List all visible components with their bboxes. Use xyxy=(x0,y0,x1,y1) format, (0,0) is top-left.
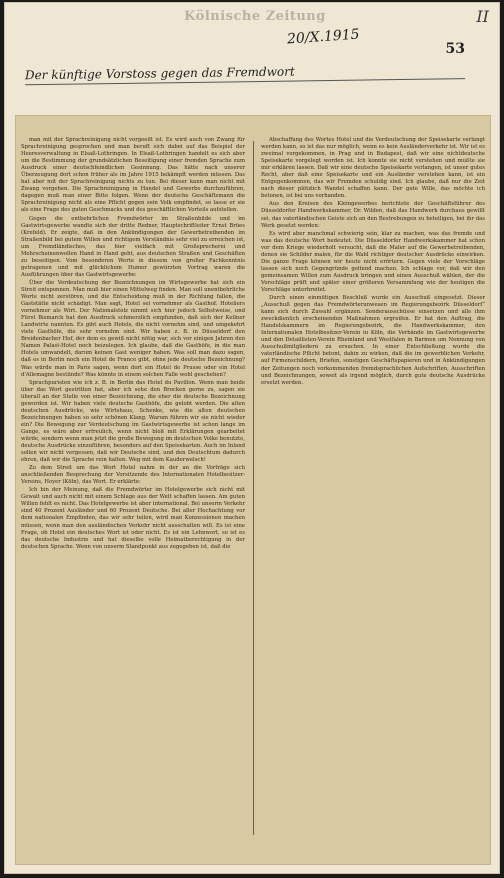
column-divider xyxy=(253,141,254,835)
newspaper-masthead: Kölnische Zeitung xyxy=(184,9,326,24)
article-paragraph: man mit der Sprachreinigung nicht vorgeeilt ist. Es wird auch von Zwang für Sprachreinigung gesprochen und man beruft sich dabei auf das Beispiel der Heeresverwaltung in Elsaß-Lothringen. In Elsaß-Lothringen handelt es sich aber um die Bestimmung der grundsätzlichen Beseitigung einer fremden Sprache zum Ausdruck einer deutschfeindlichen Gesinnung. Das hätte nach unserer Überzeugung dort schon früher als im Jahre 1915 bekämpft werden müssen. Das hat aber mit der Sprachreinigung nichts zu tun. Bei dieser kann man nicht mit Zwang vorgehen. Die Sprachreinigung in Handel und Gewerbe durchzuführen, dagegen muß man einer Bitte folgen. Wenn der deutsche Geschäftsmann die Sprachreinigung nicht als eine Pflicht gegen sein Volk empfindet, so lasse er sie als eine Frage des guten Geschmacks und des geschäftlichen Vorteils aufstellen. xyxy=(21,137,245,214)
archive-sheet xyxy=(4,2,500,874)
page-number: 53 xyxy=(445,41,465,57)
article-paragraph: Sprachpuristen wie ich z. B. in Berlin das Hotel du Pavillon. Wenn man beide über das Wort gestritten hat, aber ich sehe den Brocken gerne zu, sagen sie überall an der Stelle von einer Bezeichnung, die eher die deutsche Bezeichnung geworden ist. Wir haben viele deutsche Gasthöfe, die gelobt werden. Die alten deutschen Ausdrücke, wie Wirtshaus, Schenke, wie die alten deutschen Bezeichnungen haben so sehr schönen Klang. Warum führen wir sie nicht wieder ein? Die Bewegung zur Verdeutschung im Gastwirtsgewerbe ist schon lange im Gange, es wäre aber erfreulich, wenn nicht bloß mit Erklärungen gearbeitet würde, sondern wenn man jetzt die große Bewegung im deutschen Volke benutzte, deutsche Ausdrücke einzuführen, besonders auf den Speisekarten. Auch im Inland sollen wir nicht vergessen, daß wir Deutsche sind, und den Deutschtum dadurch ehren, daß wir die Sprache rein halten. Weg mit dem Kauderwelsch! xyxy=(21,379,245,464)
article-paragraph: Durch einen einmütigen Beschluß wurde ein Ausschuß eingesetzt. Dieser „Ausschuß gegen das Fremdwörterunwesen im Regierungsbezirk Düsseldorf“ kann sich durch Zuwahl ergänzen. Sonderausschüsse einsetzen und alle ihm zweckdienlich erscheinenden Maßnahmen ergreifen. Er hat den Auftrag, die Handelskammern im Regierungsbezirk, die Handwerkskammer, den Internationalen Hotelbesitzer-Verein in Köln, die Verbände im Gastwirtsgewerbe und den Detaillisten-Verein Rheinland und Westfalen in Barmen um Nennung von Ausschußmitgliedern zu ersuchen. In einer Entschließung wurde die vaterländische Pflicht betont, dahin zu wirken, daß die im gewerblichen Verkehr, auf Firmenschildern, Briefen, sonstigen Geschäftspapieren und in Ankündigungen der Zeitungen noch vorkommenden fremdsprachlichen Aufschriften, Ausschriften und Bezeichnungen, soweit als irgend möglich, durch gute deutsche Ausdrücke ersetzt werden. xyxy=(261,295,485,386)
handwritten-corner-mark: II xyxy=(476,7,489,26)
article-column-left xyxy=(21,137,245,845)
article-paragraph: Gegen die entbehrlichen Fremdwörter im Straßenbilde und im Gastwirtsgewerbe wandte sich der dritte Redner, Hauptschriftleiter Ernst Brües (Krefeld). Er zeigte, daß in den Ankündigungen der Gewerbetreibenden im Straßenbild bei gutem Willen und richtigem Verständnis sehr viel zu erreichen ist, um Fremdländisches, das hier vielfach mit Großsprecherei und Mehrscheinenwollen Hand in Hand geht, aus deutschen Straßen und Geschäften zu beseitigen. Vom besonderen Werte in diesem von großer Fachkenntnis getragenen und mit glücklichem Humor gewürzten Vortrag waren die Ausführungen über das Gastwirtsgewerbe: xyxy=(21,215,245,278)
article-paragraph: Über die Verdeutschung der Bezeichnungen im Wirtsgewerbe hat sich ein Streit entsponnen. Man muß hier einen Mittelweg finden. Man soll unentbehrliche Worte nicht zerstören, und die Entscheidung muß in der Richtung fallen, die Gaststätte nicht schädigt. Man sagt, Hotel sei vornehmer als Gasthof. Hoteliers vornehmer als Wirt. Der Nationalstolz nimmt sich hier jedoch Selbstweise, und Fürst Bismarck hat den Ausdruck schmerzlich empfunden, daß sich der Kellner Landwirte nannten. Es gibt auch Hotels, die nicht vornehm sind, und umgekehrt viele Gasthöfe, die sehr vornehm sind. Wir haben z. B. in Düsseldorf den Breidenbacher Hof, der dem es gewiß nicht nötig war, sich vor einigen Jahren den Namen Palast-Hotel noch beizulegen. Ich glaube, daß die Gasthöfe, in die man Hotels umwandelt, darum keinen Gast weniger haben. Was soll man dazu sagen, daß es in Berlin noch ein Hotel de France gibt, ohne jede deutsche Bezeichnung? Was würde man in Paris sagen, wenn dort ein Hotel de Prusse oder ein Hotel d'Allemagne bestünde? Was könnte in einem solchen Falle wohl geschehen? xyxy=(21,279,245,378)
newspaper-clipping xyxy=(15,115,491,865)
article-paragraph: Zu dem Streit um das Wort Hotel nahm in der an die Vorträge sich anschließenden Besprechung der Vorsitzende des Internationalen Hotelbesitzer-Vereins, Hoyer (Köln), das Wort. Er erklärte: xyxy=(21,465,245,486)
article-paragraph: Aus den Kreisen des Kleingewerbes berichtete der Geschäftsführer des Düsseldorfer Handwerkskammer, Dr. Wilden, daß das Handwerk durchaus gewillt sei, das vaterländischen Geiste sich an den Bestrebungen zu beteiligen, bei ihr das Werk gesetzt werden: xyxy=(261,201,485,229)
article-paragraph: Ich bin der Meinung, daß die Fremdwörter im Hotelgewerbe sich nicht mit Gewalt und auch nicht mit einem Schlage aus der Welt schaffen lassen. Am guten Willen fehlt es nicht. Das Hotelgewerbe ist aber international. Bei unserm Verkehr sind 40 Prozent Ausländer und 60 Prozent Deutsche. Bei aller Hochachtung vor dem nationalen Empfinden, das wir sehr teilen, wird man Konzessionen machen müssen, wenn man den ausländischen Verkehr nicht ausschalten will. Es ist eine Frage, ob Hotel ein deutsches Wort ist oder nicht. Es ist ein Lehnwort, so ist es das deutsche Industrie und hat dieselbe volle Heimatberechtigung in der deutschen Sprache. Wenn von unserm Standpunkt aus zugegeben ist, daß die xyxy=(21,487,245,550)
handwritten-title: Der künftige Vorstoss gegen das Fremdwort xyxy=(25,62,495,86)
article-paragraph: Es wird aber manchmal schwierig sein, klar zu machen, was das fremde und was das deutsche Wort bedeutet. Die Düsseldorfer Handwerkskammer hat schon vor dem Kriege wiederholt versucht, daß die Maler auf die Gewerbetreibenden, denen sie Schilder malen, für die Wahl richtiger deutscher Ausdrücke einwirken. Die ganze Frage können wir heute nicht erörtern. Gegen viele der Vorschläge lassen sich noch Gegengründe geltend machen. Ich schlage vor, daß wir den gemeinsamen Willen zum Ausdruck bringen und einen Ausschuß wählen, der die Vorschläge prüft und später einer größeren Versammlung wie der heutigen die Vorschläge unterbreitet. xyxy=(261,230,485,293)
handwritten-date: 20/X.1915 xyxy=(286,26,361,48)
article-column-right xyxy=(261,137,485,845)
article-paragraph: Abschaffung des Wortes Hotel und die Verdeutschung der Speisekarte verlangt werden kann, so ist das nur möglich, wenn es kein Ausländerverkehr ist. Wir ist es zweimal vorgekommen, in Prag und in Budapest, daß wir eine nichtdeutsche Speisekarte vorgelegt worden ist. Ich konnte sie nicht verstehen und mußte sie mir erklären lassen. Daß wir eine deutsche Speisekarte verlangen, ist unser gutes Recht, aber daß eine Speisekarte und ein Ausländer verstehen kann, ist ein Entgegenkommen, das wir Fremden schuldig sind. Ich glaube, daß nur die Zeit nach dieser plötzlich Wandel schaffen kann. Der gute Wille, das möchte ich betonen, ist bei uns vorhanden. xyxy=(261,137,485,200)
